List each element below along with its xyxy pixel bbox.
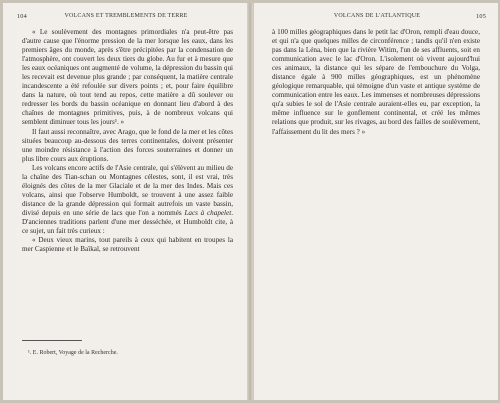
running-head: VOLCANS DE L'ATLANTIQUE — [333, 13, 421, 19]
italic-term: Lacs à chapelet — [184, 208, 232, 217]
right-page-body — [272, 28, 480, 137]
right-page-header — [268, 13, 486, 23]
footnote-rule — [22, 340, 82, 341]
right-page — [253, 3, 498, 400]
left-page-body — [22, 28, 233, 254]
page-number: 104 — [17, 13, 27, 20]
page-number: 105 — [476, 13, 486, 20]
left-page — [3, 3, 248, 400]
paragraph: à 100 milles géographiques dans le petit lac d'Oron, rempli d'eau douce, et qui n'a que quelques milles de circonférence ; tandis qu'il n'en existe pas dans la Léna, bien que la rivière Witim, l'un de ses affluents, soit en communication avec le lac d'Oron. L'isolement où vivent aujourd'hui ces animaux, la distance qui les sépare de l'embouchure du Volga, distance égale à 900 milles géographiques, est un phénomène géologique remarquable, qui témoigne d'un vaste et antique système de communication entre les eaux. Les immenses et nombreuses dépressions qu'a subies le sol de l'Asie centrale auraient-elles eu, par exception, la même influence sur le gonflement continental, et créé les mêmes relations que produit, sur les rivages, au bord des failles de soulèvement, l'affaissement du lit des mers ? » — [272, 28, 480, 136]
paragraph: « Le soulèvement des montagnes primordiales n'a peut-être pas d'autre cause que l'énorme pression de la mer lorsque les eaux, dans les premiers âges du monde, après s'être précipitées par la condensation de l'atmosphère, ont couvert les deux tiers du globe. Au fur et à mesure que les eaux océaniques ont augmenté de volume, la dépression du bassin qui les recevait est devenue plus grande ; par conséquent, la matière centrale incandescente a été refoulée sur divers points ; et, pour faire équilibre dans la nature, où tout tend au repos, cette matière a dû soulever ou redresser les bords du bassin océanique en donnant lieu d'abord à des chaînes de montagnes primitives, puis, à de nombreux volcans qui semblent diminuer tous les jours¹. » — [22, 28, 233, 127]
paragraph: « Deux vieux marins, tout pareils à ceux qui habitent en troupes la mer Caspienne et le Baïkal, se retrouvent — [22, 236, 233, 254]
running-head: VOLCANS ET TREMBLEMENTS DE TERRE — [64, 13, 188, 19]
footnote: ¹. E. Robert, Voyage de la Recherche. — [28, 350, 118, 356]
left-page-header — [17, 13, 235, 23]
paragraph — [22, 164, 233, 236]
paragraph-text: . D'anciennes traditions parlent d'une mer desséchée, et Humboldt cite, à ce sujet, un fait très curieux : — [22, 208, 233, 236]
book-spread — [3, 3, 497, 400]
paragraph-text: Les volcans encore actifs de l'Asie centrale, qui s'élèvent au milieu de la chaîne des Tian-schan ou Montagnes célestes, sont, il est vrai, très éloignés des côtes de la mer Glaciale et de la mer des Indes. Mais ces volcans, ainsi que l'observe Humboldt, se trouvent à une assez faible distance de la grande dépression qui formait autrefois un vaste bassin, divisé depuis en une série de lacs que l'on a nommés — [22, 163, 233, 217]
paragraph: Il faut aussi reconnaître, avec Arago, que le fond de la mer et les côtes situées beaucoup au-dessous des terres continentales, doivent présenter une moindre résistance à l'action des forces souterraines et donner un plus libre cours aux éruptions. — [22, 127, 233, 163]
